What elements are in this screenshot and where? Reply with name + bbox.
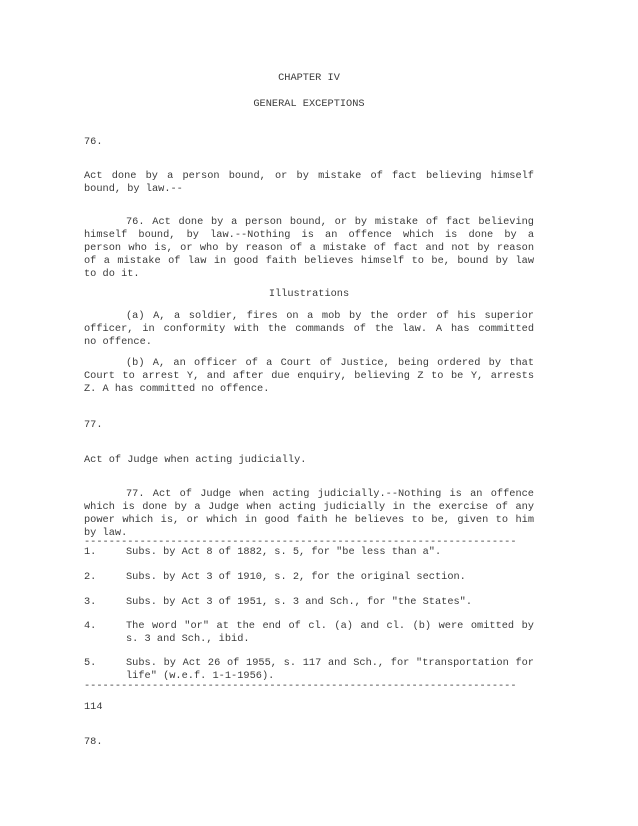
illustrations-heading: Illustrations (268, 288, 350, 300)
marginal-note-76-line-1: Act done by a person bound, or by mistake of fact believing himself (84, 170, 534, 182)
section-77-body-line-2: which is done by a Judge when acting judicially in the exercise of any (84, 501, 534, 513)
section-76-body-line-5: to do it. (84, 268, 140, 280)
footnote-text-2: Subs. by Act 3 of 1910, s. 2, for the original section. (126, 571, 466, 583)
footnote-number-2: 2. (84, 571, 97, 583)
illustration-b-line-1: (b) A, an officer of a Court of Justice, being ordered by that (126, 357, 534, 369)
footnote-divider-bottom: ---------------------------------------------------------------------- (84, 680, 517, 692)
marginal-note-76-line-2: bound, by law.-- (84, 183, 183, 195)
chapter-title: GENERAL EXCEPTIONS (253, 98, 365, 110)
illustration-b-line-2: Court to arrest Y, and after due enquiry, believing Z to be Y, arrests (84, 370, 534, 382)
footnote-number-5: 5. (84, 657, 97, 669)
section-number-78: 78. (84, 736, 103, 748)
illustration-a-line-1: (a) A, a soldier, fires on a mob by the order of his superior (126, 310, 534, 322)
footnote-number-3: 3. (84, 596, 97, 608)
chapter-heading: CHAPTER IV (278, 72, 340, 84)
footnote-text-4-line-2: s. 3 and Sch., ibid. (126, 633, 250, 645)
footnote-text-4-line-1: The word "or" at the end of cl. (a) and cl. (b) were omitted by (126, 620, 534, 632)
footnote-text-5-line-1: Subs. by Act 26 of 1955, s. 117 and Sch., for "transportation for (126, 657, 534, 669)
footnote-text-5-line-2: life" (w.e.f. 1-1-1956). (126, 670, 275, 682)
footnote-text-3: Subs. by Act 3 of 1951, s. 3 and Sch., for "the States". (126, 596, 473, 608)
marginal-note-77: Act of Judge when acting judicially. (84, 454, 307, 466)
illustration-b-line-3: Z. A has committed no offence. (84, 383, 270, 395)
section-76-body-line-1: 76. Act done by a person bound, or by mistake of fact believing (126, 216, 534, 228)
illustration-a-line-3: no offence. (84, 336, 152, 348)
footnote-number-1: 1. (84, 546, 97, 558)
section-number-76: 76. (84, 136, 103, 148)
section-77-body-line-3: power which is, or which in good faith he believes to be, given to him (84, 514, 534, 526)
section-77-body-line-1: 77. Act of Judge when acting judicially.--Nothing is an offence (126, 488, 534, 500)
section-76-body-line-3: person who is, or who by reason of a mistake of fact and not by reason (84, 242, 534, 254)
section-number-77: 77. (84, 419, 103, 431)
footnote-number-4: 4. (84, 620, 97, 632)
footnote-divider-top: ---------------------------------------------------------------------- (84, 536, 517, 548)
section-76-body-line-2: himself bound, by law.--Nothing is an offence which is done by a (84, 229, 534, 241)
section-77-body-line-4: by law. (84, 527, 128, 539)
illustration-a-line-2: officer, in conformity with the commands of the law. A has committed (84, 323, 534, 335)
section-76-body-line-4: of a mistake of law in good faith believes himself to be, bound by law (84, 255, 534, 267)
page-number: 114 (84, 701, 103, 713)
footnote-text-1: Subs. by Act 8 of 1882, s. 5, for "be less than a". (126, 546, 442, 558)
